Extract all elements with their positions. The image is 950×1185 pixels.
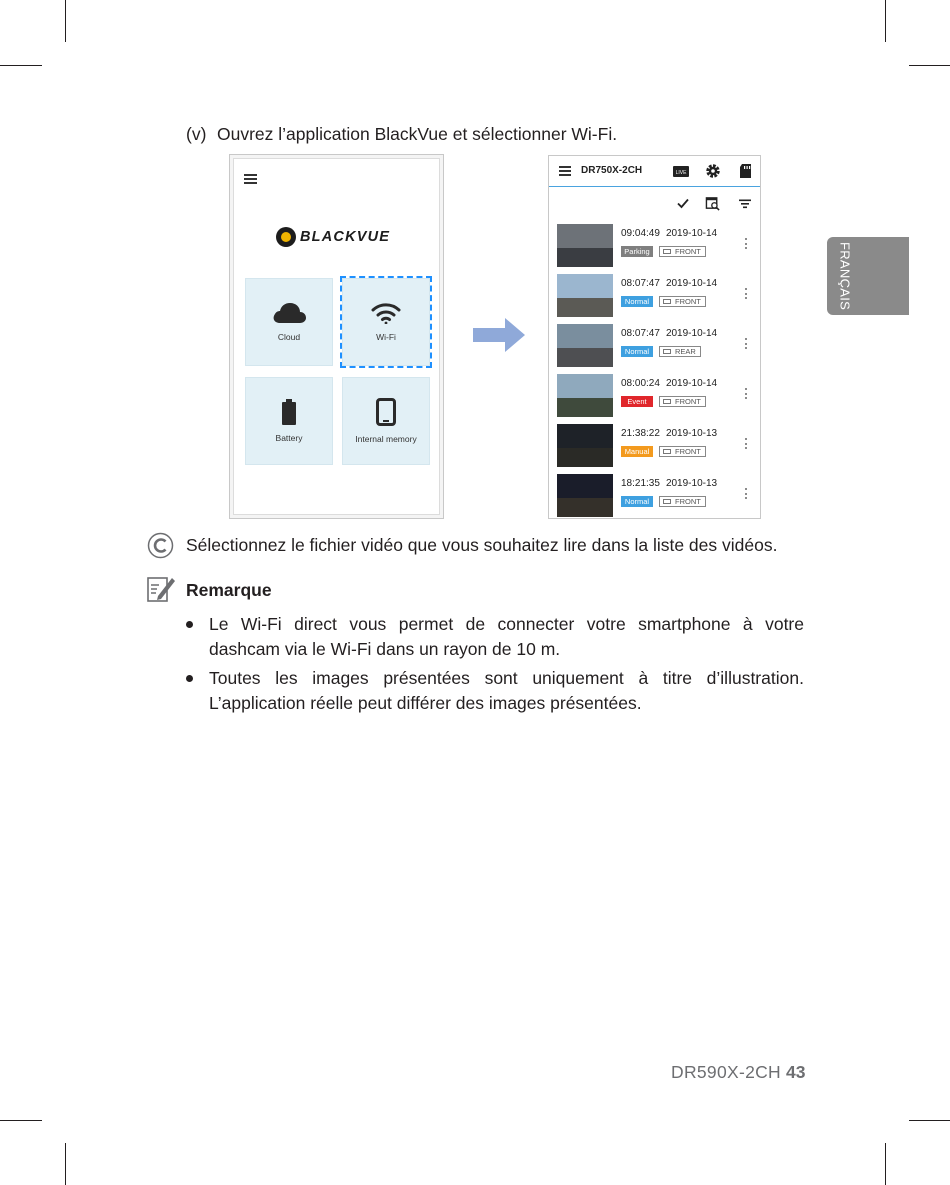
more-options-icon[interactable] (745, 338, 748, 351)
video-list-header (549, 156, 760, 187)
tile-label: Wi-Fi (376, 332, 396, 342)
step-c-text: Sélectionnez le fichier vidéo que vous souhaitez lire dans la liste des vidéos. (186, 535, 778, 555)
crop-mark (0, 1120, 42, 1121)
video-timestamp: 08:00:24 2019-10-14 (621, 378, 718, 389)
tile-internal-memory[interactable] (342, 377, 430, 465)
step-number: (v) (186, 124, 207, 144)
camera-badge: FRONT (659, 246, 706, 257)
step-text: Ouvrez l’application BlackVue et sélectionner Wi-Fi. (217, 124, 618, 144)
crop-mark (909, 65, 950, 66)
recording-type-badge: Normal (621, 346, 653, 357)
bullet-dot (186, 621, 193, 628)
bullet-dot (186, 675, 193, 682)
step-instruction (186, 124, 617, 145)
camera-icon (663, 349, 671, 354)
note-bullet (186, 666, 804, 716)
recording-type-badge: Normal (621, 296, 653, 307)
logo-mark-icon (276, 227, 296, 247)
live-icon-label: LIVE (675, 170, 687, 176)
video-list-item[interactable] (549, 474, 760, 519)
recording-type-badge: Event (621, 396, 653, 407)
language-tab-label: FRANÇAIS (837, 241, 853, 311)
app-home-screenshot (229, 154, 444, 519)
note-bullet-text (209, 666, 804, 716)
video-thumbnail (557, 474, 613, 517)
video-thumbnail (557, 274, 613, 317)
camera-badge: FRONT (659, 496, 706, 507)
tile-label: Battery (275, 433, 303, 443)
note-bullet-text: Le Wi-Fi direct vous permet de connecter votre smartphone à votre dashcam via le Wi-Fi dans un rayon de 10 m. (209, 614, 804, 659)
recording-type-badge: Parking (621, 246, 653, 257)
calendar-search-icon[interactable] (705, 196, 721, 211)
blackvue-logo (276, 226, 390, 248)
camera-badge: FRONT (659, 446, 706, 457)
note-bullet-line: Toutes les images présentées sont uniquement à titre d’illustration. (209, 668, 804, 688)
filter-icon[interactable] (738, 196, 752, 211)
video-list-item[interactable] (549, 224, 760, 274)
tile-battery[interactable] (245, 377, 333, 465)
video-thumbnail (557, 224, 613, 267)
camera-badge: REAR (659, 346, 701, 357)
footer-model: DR590X-2CH (671, 1062, 781, 1082)
language-tab (827, 237, 909, 315)
crop-mark (65, 1143, 66, 1185)
live-icon[interactable] (672, 163, 690, 179)
sd-card-icon[interactable] (738, 163, 754, 179)
camera-icon (663, 299, 671, 304)
recording-type-badge: Normal (621, 496, 653, 507)
video-thumbnail (557, 324, 613, 367)
crop-mark (909, 1120, 950, 1121)
page-number: 43 (786, 1062, 806, 1082)
wifi-icon (371, 302, 401, 324)
step-c-icon (147, 532, 174, 559)
tile-label: Cloud (277, 332, 301, 342)
video-timestamp: 09:04:49 2019-10-14 (621, 228, 718, 239)
crop-mark (885, 0, 886, 42)
step-c-instruction (147, 532, 777, 559)
camera-model: DR750X-2CH (581, 165, 643, 176)
crop-mark (0, 65, 42, 66)
crop-mark (885, 1143, 886, 1185)
right-arrow-icon (473, 318, 525, 352)
video-timestamp: 08:07:47 2019-10-14 (621, 328, 718, 339)
camera-badge: FRONT (659, 396, 706, 407)
note-bullet (186, 612, 804, 662)
video-list-screenshot (548, 155, 761, 519)
battery-icon (281, 399, 297, 425)
camera-icon (663, 249, 671, 254)
video-list-item[interactable] (549, 274, 760, 324)
cloud-icon (272, 302, 306, 324)
video-list-toolbar (549, 188, 760, 218)
menu-icon[interactable] (559, 166, 571, 176)
more-options-icon[interactable] (745, 488, 748, 501)
video-timestamp: 18:21:35 2019-10-13 (621, 478, 718, 489)
tile-cloud[interactable] (245, 278, 333, 366)
camera-badge: FRONT (659, 296, 706, 307)
check-icon[interactable] (676, 196, 690, 211)
note-icon (146, 574, 176, 604)
note-bullet-line: L’application réelle peut différer des images présentées. (209, 693, 642, 713)
video-thumbnail (557, 374, 613, 417)
video-list-item[interactable] (549, 374, 760, 424)
more-options-icon[interactable] (745, 438, 748, 451)
video-timestamp: 21:38:22 2019-10-13 (621, 428, 718, 439)
video-list-item[interactable] (549, 424, 760, 474)
gear-icon[interactable] (705, 163, 721, 179)
logo-text: BLACKVUE (300, 229, 391, 245)
phone-icon (376, 398, 396, 426)
more-options-icon[interactable] (745, 238, 748, 251)
tile-wifi[interactable] (342, 278, 430, 366)
video-thumbnail (557, 424, 613, 467)
video-list-item[interactable] (549, 324, 760, 374)
camera-icon (663, 499, 671, 504)
menu-icon[interactable] (244, 174, 257, 184)
camera-icon (663, 399, 671, 404)
more-options-icon[interactable] (745, 388, 748, 401)
more-options-icon[interactable] (745, 288, 748, 301)
crop-mark (65, 0, 66, 42)
app-home-screen (233, 158, 440, 515)
video-timestamp: 08:07:47 2019-10-14 (621, 278, 718, 289)
note-title: Remarque (186, 580, 272, 600)
tile-label: Internal memory (355, 434, 417, 444)
camera-icon (663, 449, 671, 454)
recording-type-badge: Manual (621, 446, 653, 457)
